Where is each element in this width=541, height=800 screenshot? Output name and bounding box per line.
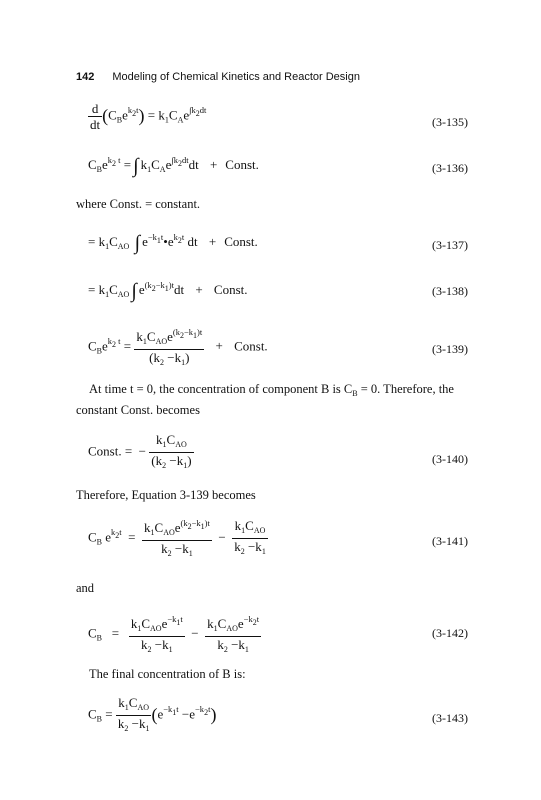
equation-number: (3-142): [432, 626, 468, 640]
text-run: = 0. Therefore, the constant Const. becomes: [76, 382, 454, 417]
equation-body: $C_Be^{k_2 t}$ = ∫ $k_1C_Ae^{\int k_2dt}dt$ + Const.: [88, 155, 259, 177]
equation-number: (3-143): [432, 711, 468, 725]
equation-body: $C_B$ = $\frac{k_1C_{AO}}{k_2 -k_1}$ $(e^{-k_1t} -e^{-k_2t})$: [88, 695, 217, 733]
equation-body: $C_B$ = $\frac{k_1C_{AO}e^{-k_1t}}{k_2 -k_1}$ − $\frac{k_1C_{AO}e^{-k_2t}}{k_2 -k_1}$: [88, 614, 260, 654]
page-number: 142: [76, 71, 95, 83]
equation-number: (3-140): [432, 452, 468, 466]
text-run-sub: B: [352, 389, 358, 398]
running-title: Modeling of Chemical Kinetics and Reactor Design: [112, 71, 360, 83]
paragraph: The final concentration of B is:: [89, 667, 246, 681]
equation-number: (3-135): [432, 115, 468, 129]
equation-number: (3-136): [432, 161, 468, 175]
paragraph: [76, 381, 466, 419]
equation-number: (3-138): [432, 284, 468, 298]
equation-body: $C_B$ $e^{k_2t}$ = $\frac{k_1C_{AO}e^{(k_2-k_1)t}}{k_2 -k_1}$ − $\frac{k_1C_{AO}}{k_2 -k_1}$: [88, 518, 266, 558]
running-header: [76, 71, 360, 83]
paragraph: and: [76, 581, 95, 595]
equation-number: (3-137): [432, 238, 468, 252]
equation-body: Const. = − $\frac{k_1C_{AO}}{(k_2 -k_1)}$: [88, 432, 192, 470]
equation-number: (3-139): [432, 342, 468, 356]
text-run: At time t = 0, the concentration of component B is C: [89, 382, 353, 396]
equation-body: = $k_1C_{AO}$ ∫ $e^{-k_1t}•e^{k_2t}$ dt + Const.: [88, 232, 258, 254]
equation-body: $\frac{d}{dt}$ $(C_Be^{k_2t}) = k_1C_Ae^{\int k_2dt}$: [90, 101, 207, 132]
equation-number: (3-141): [432, 534, 468, 548]
paragraph: where Const. = constant.: [76, 197, 201, 211]
equation-body: = $k_1C_{AO}$ ∫ $e^{(k_2-k_1)t}dt$ + Const.: [88, 280, 248, 302]
paragraph: Therefore, Equation 3-139 becomes: [76, 488, 256, 502]
equation-body: $C_Be^{k_2 t}$ = $\frac{k_1C_{AO}e^{(k_2-k_1)t}}{(k_2 -k_1)}$ + Const.: [88, 327, 268, 367]
